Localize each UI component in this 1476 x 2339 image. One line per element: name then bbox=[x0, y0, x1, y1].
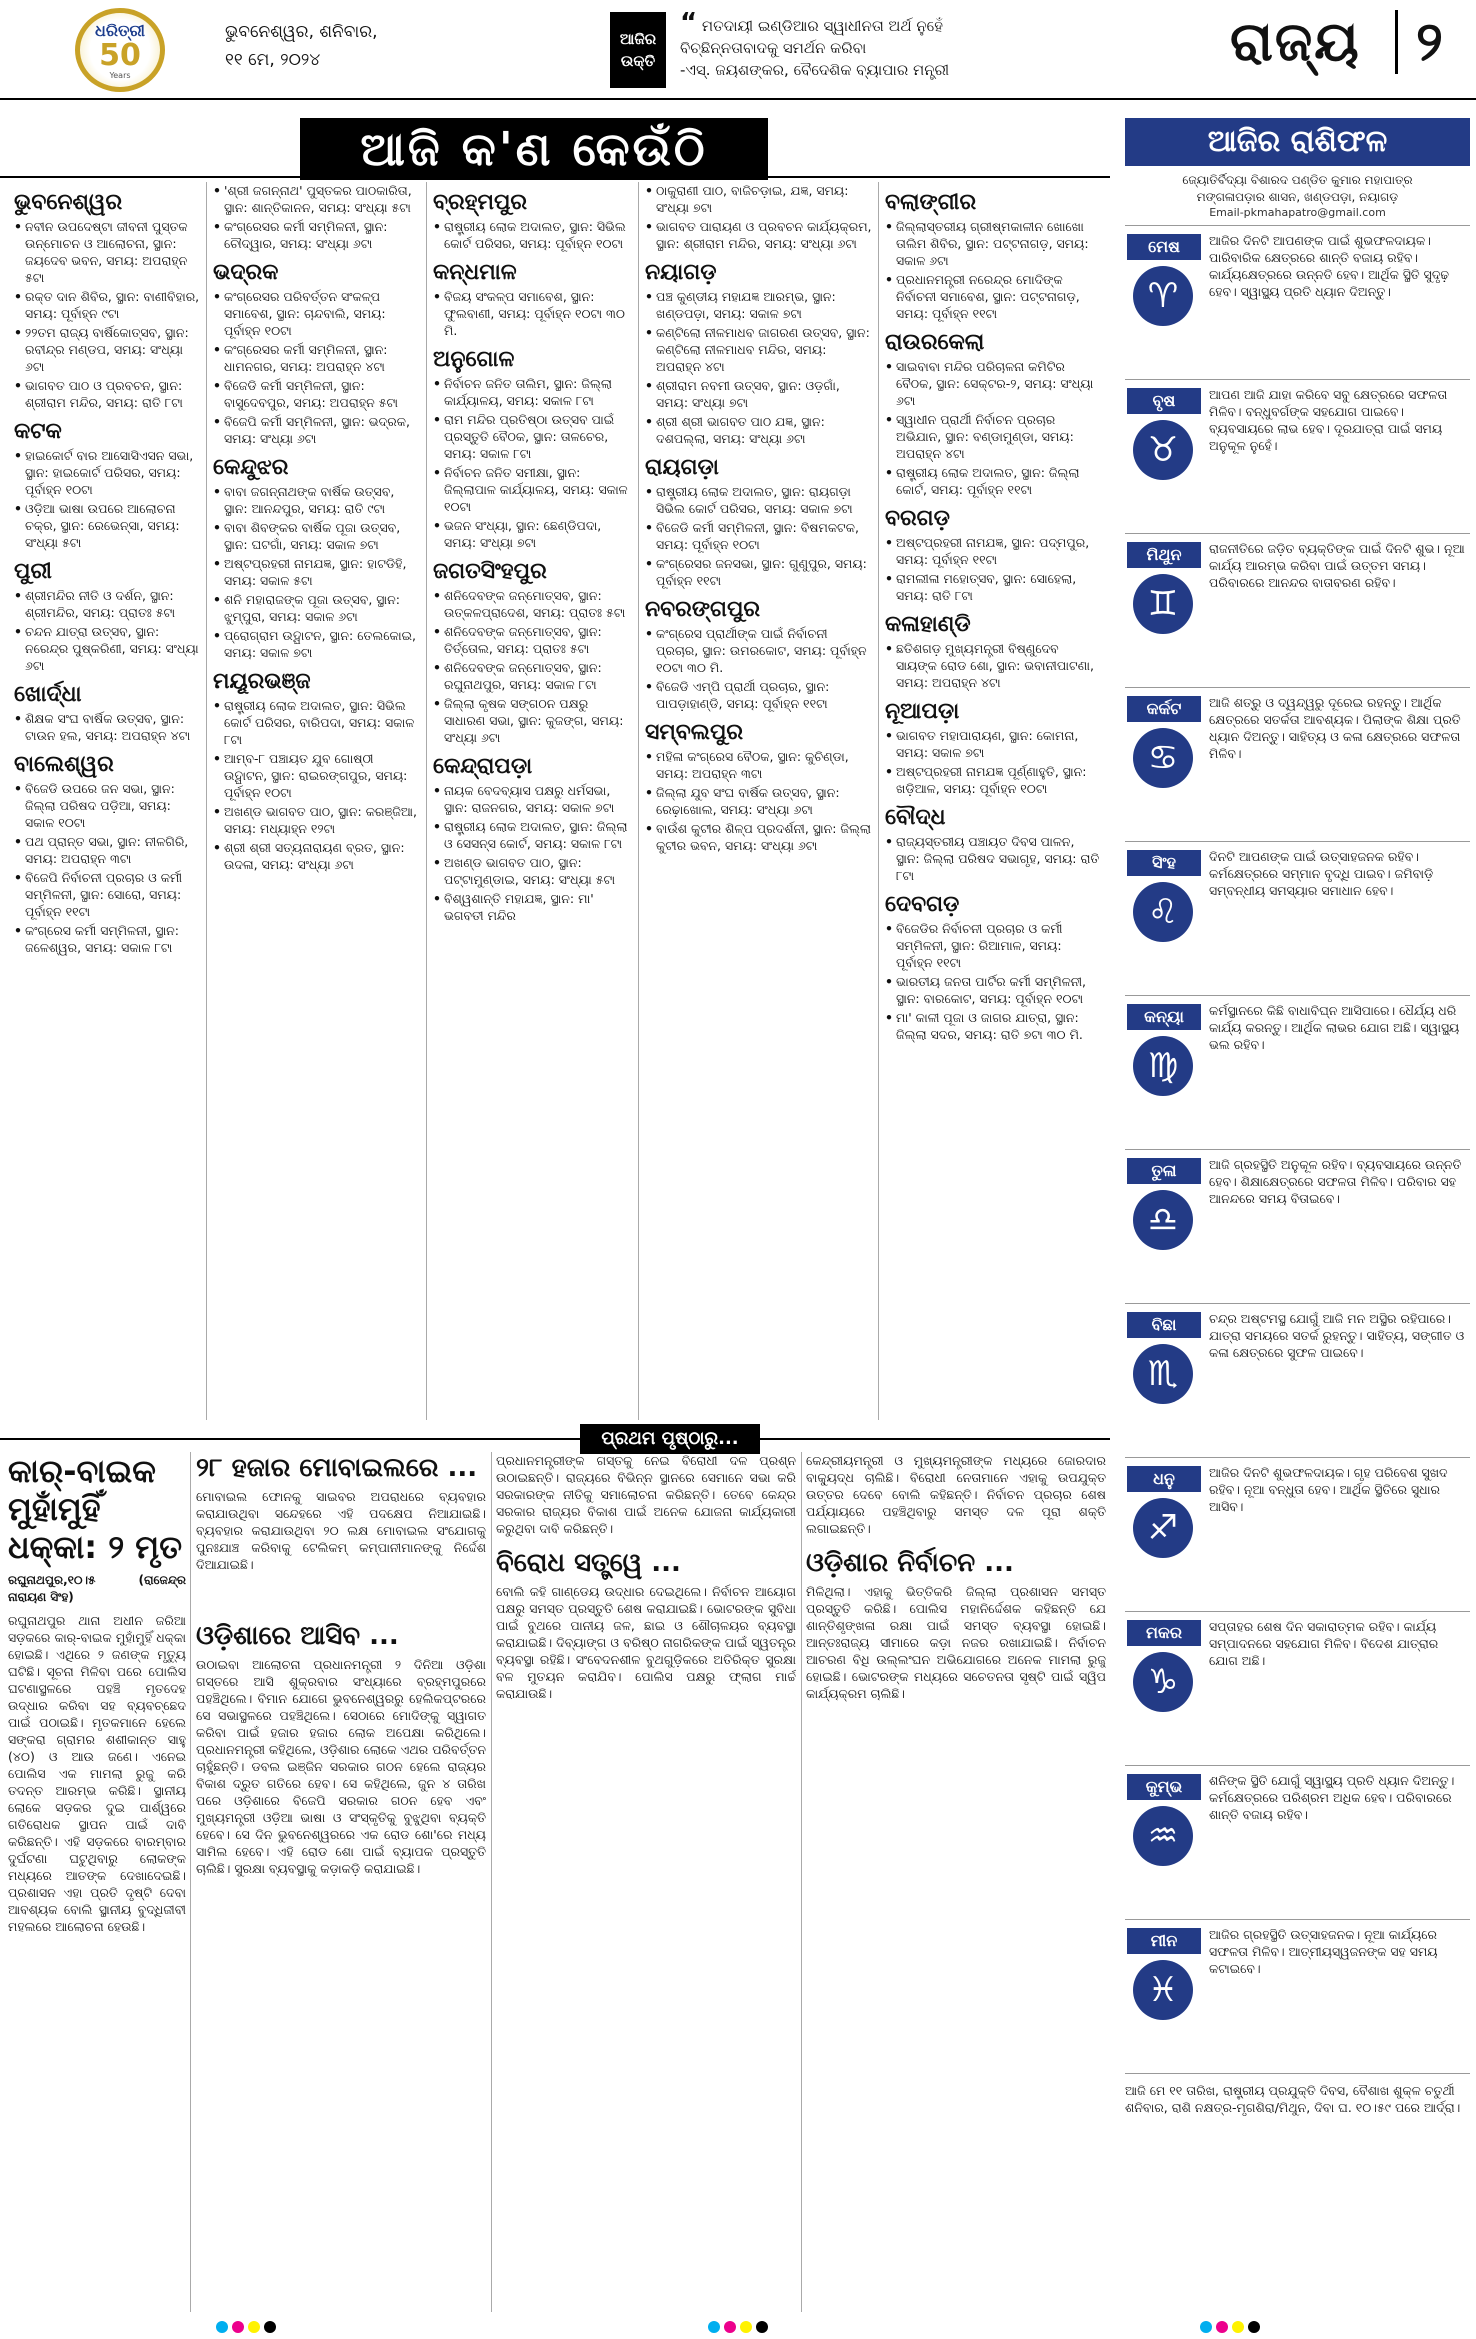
event-item: • ନାୟକ ବେଦବ୍ୟାସ ପକ୍ଷରୁ ଧର୍ମସଭା, ସ୍ଥାନ: ରାଜନଗର, ସମୟ: ସକାଳ ୭ଟା bbox=[433, 782, 632, 816]
zodiac-icon: ♑ bbox=[1133, 1652, 1193, 1712]
event-item: • ଅଷ୍ଟପ୍ରହରୀ ନାମଯଜ୍ଞ ପୂର୍ଣ୍ଣାହୁତି, ସ୍ଥାନ: ଖଡ଼ିଆଳ, ସମୟ: ପୂର୍ବାହ୍ନ ୧୦ଟା bbox=[885, 763, 1100, 797]
registration-mark-icon bbox=[216, 2321, 276, 2333]
event-item: • କଂଗ୍ରେସର କର୍ମୀ ସମ୍ମିଳନୀ, ସ୍ଥାନ: ଚୌଦ୍ୱାର, ସମୟ: ସଂଧ୍ୟା ୬ଟା bbox=[213, 218, 420, 252]
city-heading: କେନ୍ଦୁଝର bbox=[213, 455, 289, 480]
city-heading: ଭଦ୍ରକ bbox=[213, 260, 279, 285]
event-item: • ଶ୍ରୀରାମ ନବମୀ ଉତ୍ସବ, ସ୍ଥାନ: ଓଡ଼ଗାଁ, ସମୟ: ସଂଧ୍ୟା ୭ଟା bbox=[645, 377, 872, 411]
event-item: • ବାବା ଜଗନ୍ନାଥଙ୍କ ବାର୍ଷିକ ଉତ୍ସବ, ସ୍ଥାନ: ଆନନ୍ଦପୁର, ସମୟ: ରାତି ୯ଟା bbox=[213, 483, 420, 517]
event-item: • ବାଉଁଶ କୁଟୀର ଶିଳ୍ପ ପ୍ରଦର୍ଶନୀ, ସ୍ଥାନ: ଜିଲ୍ଲା କୁଟୀର ଭବନ, ସମୟ: ସଂଧ୍ୟା ୬ଟା bbox=[645, 820, 872, 854]
sign-prediction: ଆଜିର ଦିନଟି ଶୁଭଫଳଦାୟକ। ଗୃହ ପରିବେଶ ସୁଖଦ ରହିବ। ନୂଆ ବନ୍ଧୁତା ହେବ। ଆର୍ଥିକ ସ୍ଥିତିରେ ସୁଧାର ଆସିବ। bbox=[1209, 1465, 1448, 1514]
story-mobile bbox=[196, 1452, 486, 1622]
sign-prediction: ଆଜିର ଦିନଟି ଆପଣଙ୍କ ପାଇଁ ଶୁଭଫଳଦାୟକ। ପାରିବାରିକ କ୍ଷେତ୍ରରେ ଶାନ୍ତି ବଜାୟ ରହିବ। କାର୍ଯ୍ୟକ୍ଷେତ୍ରରେ ଉନ୍ନତି ହେବ। ଆର୍ଥିକ ସ୍ଥିତି ସୁଦୃଢ଼ ହେବ। ସ୍ୱାସ୍ଥ୍ୟ ପ୍ରତି ଧ୍ୟାନ ଦିଅନ୍ତୁ। bbox=[1209, 233, 1450, 299]
zodiac-icon: ♏ bbox=[1133, 1344, 1193, 1404]
story-opposition bbox=[496, 1452, 796, 2312]
event-item: • କଂଗ୍ରେସର କର୍ମୀ ସମ୍ମିଳନୀ, ସ୍ଥାନ: ଧାମନଗର, ସମୟ: ଅପରାହ୍ନ ୪ଟା bbox=[213, 341, 420, 375]
horoscope-panel bbox=[1125, 118, 1470, 2339]
horoscope-sign bbox=[1125, 1765, 1470, 1919]
event-item: • ବିଜେଡି ଏମ୍‌ପି ପ୍ରାର୍ଥୀ ପ୍ରଚାର, ସ୍ଥାନ: ପାପଡ଼ାହାଣ୍ଡି, ସମୟ: ପୂର୍ବାହ୍ନ ୧୧ଟା bbox=[645, 678, 872, 712]
event-item: • ଶ୍ରୀମନ୍ଦିର ନୀତି ଓ ଦର୍ଶନ, ସ୍ଥାନ: ଶ୍ରୀମନ୍ଦିର, ସମୟ: ପ୍ରାତଃ ୫ଟା bbox=[14, 587, 200, 621]
event-item: • ଭଜନ ସଂଧ୍ୟା, ସ୍ଥାନ: ଛେଣ୍ଡିପଦା, ସମୟ: ସଂଧ୍ୟା ୭ଟା bbox=[433, 517, 632, 551]
city-heading: ପୁରୀ bbox=[14, 559, 52, 584]
event-item: • ବିଜେଡି କର୍ମୀ ସମ୍ମିଳନୀ, ସ୍ଥାନ: ବାସୁଦେବପୁର, ସମୟ: ଅପରାହ୍ନ ୫ଟା bbox=[213, 377, 420, 411]
event-item: • ବିଜେଡିର ନିର୍ବାଚନୀ ପ୍ରଚାର ଓ କର୍ମୀ ସମ୍ମିଳନୀ, ସ୍ଥାନ: ରିଆମାଳ, ସମୟ: ପୂର୍ବାହ୍ନ ୧୧ଟା bbox=[885, 920, 1100, 971]
event-item: • ରାମ ମନ୍ଦିର ପ୍ରତିଷ୍ଠା ଉତ୍ସବ ପାଇଁ ପ୍ରସ୍ତୁତି ବୈଠକ, ସ୍ଥାନ: ତାଳଚେର, ସମୟ: ସକାଳ ୮ଟା bbox=[433, 411, 632, 462]
sign-name: ବୃଷ bbox=[1127, 388, 1201, 414]
event-item: • କଂଗ୍ରେସ ପ୍ରାର୍ଥୀଙ୍କ ପାଇଁ ନିର୍ବାଚନୀ ପ୍ରଚାର, ସ୍ଥାନ: ଉମରକୋଟ, ସମୟ: ପୂର୍ବାହ୍ନ ୧୦ଟା ୩୦ ମି. bbox=[645, 625, 872, 676]
event-item: • ବିଜେପି କର୍ମୀ ସମ୍ମିଳନୀ, ସ୍ଥାନ: ଭଦ୍ରକ, ସମୟ: ସଂଧ୍ୟା ୬ଟା bbox=[213, 413, 420, 447]
event-item: • ମହିଳା କଂଗ୍ରେସ ବୈଠକ, ସ୍ଥାନ: କୁଚିଣ୍ଡା, ସମୟ: ଅପରାହ୍ନ ୩ଟା bbox=[645, 748, 872, 782]
sign-name: କୁମ୍ଭ bbox=[1127, 1774, 1201, 1800]
zodiac-icon: ♉ bbox=[1133, 420, 1193, 480]
listing-column-3 bbox=[426, 182, 638, 1420]
event-item: • ହାଇକୋର୍ଟ ବାର ଆସୋସିଏସନ ସଭା, ସ୍ଥାନ: ହାଇକୋର୍ଟ ପରିସର, ସମୟ: ପୂର୍ବାହ୍ନ ୧୦ଟା bbox=[14, 447, 200, 498]
sign-prediction: ସପ୍ତାହର ଶେଷ ଦିନ ସକାରାତ୍ମକ ରହିବ। କାର୍ଯ୍ୟ ସମ୍ପାଦନରେ ସହଯୋଗ ମିଳିବ। ବିଦେଶ ଯାତ୍ରାର ଯୋଗ ଅଛି। bbox=[1209, 1619, 1439, 1668]
horoscope-sign bbox=[1125, 1303, 1470, 1457]
event-item: • ଭାଗବତ ପାଠ ଓ ପ୍ରବଚନ, ସ୍ଥାନ: ଶ୍ରୀରାମ ମନ୍ଦିର, ସମୟ: ରାତି ୮ଟା bbox=[14, 377, 200, 411]
quote-of-the-day bbox=[680, 8, 1200, 81]
event-item: • ରାଜ୍ୟସ୍ତରୀୟ ପଞ୍ଚାୟତ ଦିବସ ପାଳନ, ସ୍ଥାନ: ଜିଲ୍ଲା ପରିଷଦ ସଭାଗୃହ, ସମୟ: ରାତି ୮ଟା bbox=[885, 833, 1100, 884]
column-divider bbox=[801, 1452, 802, 2312]
event-item: • ବିଜେଡି ଉପରେ ଜନ ସଭା, ସ୍ଥାନ: ଜିଲ୍ଲା ପରିଷଦ ପଡ଼ିଆ, ସମୟ: ସକାଳ ୧୦ଟା bbox=[14, 780, 200, 831]
event-item: • କଂଗ୍ରେସର ପରିବର୍ତ୍ତନ ସଂକଳ୍ପ ସମାବେଶ, ସ୍ଥାନ: ଚାନ୍ଦବାଲି, ସମୟ: ପୂର୍ବାହ୍ନ ୧୦ଟା bbox=[213, 288, 420, 339]
sign-name: ମକର bbox=[1127, 1620, 1201, 1646]
logo-sub: Years bbox=[109, 70, 131, 80]
city-heading: ବାଲେଶ୍ୱର bbox=[14, 752, 114, 777]
city-heading: ନବରଙ୍ଗପୁର bbox=[645, 597, 761, 622]
sign-name: ସିଂହ bbox=[1127, 850, 1201, 876]
city-heading: ବରଗଡ଼ bbox=[885, 506, 950, 531]
event-item: • ଅଷ୍ଟପ୍ରହରୀ ନାମଯଜ୍ଞ, ସ୍ଥାନ: ପଦ୍ମପୁର, ସମୟ: ପୂର୍ବାହ୍ନ ୧୧ଟା bbox=[885, 534, 1100, 568]
column-divider bbox=[491, 1452, 492, 2312]
event-item: • ସାଇବାବା ମନ୍ଦିର ପରିଚାଳନା କମିଟିର ବୈଠକ, ସ୍ଥାନ: ସେକ୍ଟର-୨, ସମୟ: ସଂଧ୍ୟା ୬ଟା bbox=[885, 358, 1100, 409]
sign-prediction: ଶନିଙ୍କ ସ୍ଥିତି ଯୋଗୁଁ ସ୍ୱାସ୍ଥ୍ୟ ପ୍ରତି ଧ୍ୟାନ ଦିଅନ୍ତୁ। କର୍ମକ୍ଷେତ୍ରରେ ପରିଶ୍ରମ ଅଧିକ ହେବ। ପରିବାରରେ ଶାନ୍ତି ବଜାୟ ରହିବ। bbox=[1209, 1773, 1455, 1822]
story-body: ବୋଲି କହି ଗାଣ୍ଡେୟ ଉଦ୍ଧାର ଦେଇଥିଲେ। ନିର୍ବାଚନ ଆୟୋଗ ପକ୍ଷରୁ ସମସ୍ତ ପ୍ରସ୍ତୁତି ଶେଷ କରାଯାଇଛି। ଭୋଟରଙ୍କ ସୁବିଧା ପାଇଁ ବୁଥରେ ପାନୀୟ ଜଳ, ଛାଇ ଓ ଶୌଚାଳୟର ବ୍ୟବସ୍ଥା କରାଯାଇଛି। ଦିବ୍ୟାଙ୍ଗ ଓ ବରିଷ୍ଠ ନାଗରିକଙ୍କ ପାଇଁ ସ୍ୱତନ୍ତ୍ର ବ୍ୟବସ୍ଥା ରହିଛି। ସଂବେଦନଶୀଳ ବୁଥଗୁଡ଼ିକରେ ଅତିରିକ୍ତ ସୁରକ୍ଷା ବଳ ମୁତୟନ କରାଯିବ। ପୋଲିସ ପକ୍ଷରୁ ଫ୍ଲାଗ ମାର୍ଚ୍ଚ କରାଯାଉଛି। bbox=[496, 1584, 796, 1701]
zodiac-icon: ♍ bbox=[1133, 1036, 1193, 1096]
event-item: • ବିଶ୍ୱଶାନ୍ତି ମହାଯଜ୍ଞ, ସ୍ଥାନ: ମା' ଭଗବତୀ ମନ୍ଦିର bbox=[433, 890, 632, 924]
listing-column-5 bbox=[878, 182, 1106, 1420]
city-heading: ରାୟଗଡ଼ା bbox=[645, 455, 719, 480]
event-item: • ୨୨ତମ ରାଜ୍ୟ ବାର୍ଷିକୋତ୍ସବ, ସ୍ଥାନ: ରବୀନ୍ଦ୍ର ମଣ୍ଡପ, ସମୟ: ସଂଧ୍ୟା ୬ଟା bbox=[14, 324, 200, 375]
listing-column-4 bbox=[638, 182, 878, 1420]
story-accident bbox=[8, 1452, 186, 2312]
event-item: • ଛତିଶଗଡ଼ ମୁଖ୍ୟମନ୍ତ୍ରୀ ବିଷ୍ଣୁଦେବ ସାୟଙ୍କ ରୋଡ ଶୋ, ସ୍ଥାନ: ଭବାନୀପାଟଣା, ସମୟ: ଅପରାହ୍ନ ୪ଟା bbox=[885, 640, 1100, 691]
event-item: • ପଥ ପ୍ରାନ୍ତ ସଭା, ସ୍ଥାନ: ନୀଳଗିରି, ସମୟ: ଅପରାହ୍ନ ୩ଟା bbox=[14, 833, 200, 867]
banner-rule bbox=[0, 176, 1110, 178]
horoscope-sign bbox=[1125, 225, 1470, 379]
city-heading: ଦେବଗଡ଼ bbox=[885, 892, 960, 917]
event-item: • ପଞ୍ଚ କୁଣ୍ଡୀୟ ମହାଯଜ୍ଞ ଆରମ୍ଭ, ସ୍ଥାନ: ଖଣ୍ଡପଡ଼ା, ସମୟ: ସକାଳ ୭ଟା bbox=[645, 288, 872, 322]
print-registration-marks bbox=[0, 2315, 1476, 2339]
sign-name: ମୀନ bbox=[1127, 1928, 1201, 1954]
story-byline: ରଘୁନାଥପୁର,୧୦।୫ (ରାଜେନ୍ଦ୍ର ନାରାୟଣ ସିଂହ) bbox=[8, 1573, 186, 1604]
event-item: • ଆମ୍ବ-୮ ପଞ୍ଚାୟତ ଯୁବ ଗୋଷ୍ଠୀ ଉଦ୍ଘାଟନ, ସ୍ଥାନ: ରାଇରଙ୍ଗପୁର, ସମୟ: ପୂର୍ବାହ୍ନ ୧୦ଟା bbox=[213, 750, 420, 801]
horoscope-sign bbox=[1125, 1611, 1470, 1765]
city-heading: କଟକ bbox=[14, 419, 62, 444]
sign-name: ତୁଳା bbox=[1127, 1158, 1201, 1184]
logo-emblem bbox=[75, 8, 165, 92]
story-body: ରଘୁନାଥପୁର ଥାନା ଅଧୀନ ଜରିଆ ସଡ଼କରେ କାର୍-ବାଇକ ମୁହାଁମୁହିଁ ଧକ୍କା ହୋଇଛି। ଏଥିରେ ୨ ଜଣଙ୍କ ମୃତ୍ୟୁ ଘଟିଛି। ସୂଚନା ମିଳିବା ପରେ ପୋଲିସ ଘଟଣାସ୍ଥଳରେ ପହଞ୍ଚି ମୃତଦେହ ଉଦ୍ଧାର କରିବା ସହ ବ୍ୟବଚ୍ଛେଦ ପାଇଁ ପଠାଇଛି। ମୃତକମାନେ ହେଲେ ସଙ୍କରା ଗ୍ରାମର ଶଶୀକାନ୍ତ ସାହୁ (୪୦) ଓ ଆଉ ଜଣେ। ଏନେଇ ପୋଲିସ ଏକ ମାମଲା ରୁଜୁ କରି ତଦନ୍ତ ଆରମ୍ଭ କରିଛି। ସ୍ଥାନୀୟ ଲୋକେ ସଡ଼କର ଦୁଇ ପାର୍ଶ୍ୱରେ ଗତିରୋଧକ ସ୍ଥାପନ ପାଇଁ ଦାବି କରିଛନ୍ତି। ଏହି ସଡ଼କରେ ବାରମ୍ବାର ଦୁର୍ଘଟଣା ଘଟୁଥିବାରୁ ଲୋକଙ୍କ ମଧ୍ୟରେ ଆତଙ୍କ ଦେଖାଦେଇଛି। ପ୍ରଶାସନ ଏହା ପ୍ରତି ଦୃଷ୍ଟି ଦେବା ଆବଶ୍ୟକ ବୋଲି ସ୍ଥାନୀୟ ବୁଦ୍ଧିଜୀବୀ ମହଲରେ ଆଲୋଚନା ହେଉଛି। bbox=[8, 1613, 186, 1934]
sign-name: ମେଷ bbox=[1127, 234, 1201, 260]
listing-column-2 bbox=[206, 182, 426, 1420]
quote-tag bbox=[610, 12, 666, 88]
quote-line-2: ବିଚ୍ଛିନ୍ନତାବାଦକୁ ସମର୍ଥନ କରିବା bbox=[680, 39, 867, 57]
event-item: • ଶ୍ରୀ ଶ୍ରୀ ସତ୍ୟନାରାୟଣ ବ୍ରତ, ସ୍ଥାନ: ଉଦଳା, ସମୟ: ସଂଧ୍ୟା ୬ଟା bbox=[213, 839, 420, 873]
zodiac-icon: ♐ bbox=[1133, 1498, 1193, 1558]
event-item: • ଭାଗବତ ମହାପାରାୟଣ, ସ୍ଥାନ: କୋମନା, ସମୟ: ସକାଳ ୭ଟା bbox=[885, 727, 1100, 761]
horoscope-sign bbox=[1125, 1919, 1470, 2073]
city-heading: ମୟୂରଭଞ୍ଜ bbox=[213, 669, 311, 694]
city-heading: ଭୁବନେଶ୍ୱର bbox=[14, 190, 123, 215]
city-heading: ରାଉରକେଲା bbox=[885, 330, 985, 355]
event-item: • ଜିଲ୍ଲାସ୍ତରୀୟ ଗ୍ରୀଷ୍ମକାଳୀନ ଖୋଖୋ ତାଲିମ ଶିବିର, ସ୍ଥାନ: ପଟ୍ଟନାଗଡ଼, ସମୟ: ସକାଳ ୬ଟା bbox=[885, 218, 1100, 269]
story-headline: କାର୍-ବାଇକ ମୁହାଁମୁହିଁ ଧକ୍କା: ୨ ମୃତ bbox=[8, 1452, 183, 1566]
horoscope-sign bbox=[1125, 995, 1470, 1149]
sign-name: କର୍କଟ bbox=[1127, 696, 1201, 722]
city-heading: ସମ୍ବଲପୁର bbox=[645, 720, 744, 745]
city-heading: ଖୋର୍ଦ୍ଧା bbox=[14, 682, 82, 707]
continued-rule bbox=[0, 1438, 1110, 1440]
panchang-note: ଆଜି ମେ ୧୧ ତାରିଖ, ରାଷ୍ଟ୍ରୀୟ ପ୍ରଯୁକ୍ତି ଦିବସ, ବୈଶାଖ ଶୁକ୍ଳ ଚତୁର୍ଥୀ ଶନିବାର, ରାଶି ନକ୍ଷତ୍ର-ମୃଗଶିରା/ମିଥୁନ, ଦିବା ଘ. ୧୦।୫୯ ପରେ ଆର୍ଦ୍ରା। bbox=[1125, 2073, 1470, 2116]
sign-name: ଧନୁ bbox=[1127, 1466, 1201, 1492]
story-headline: ଓଡ଼ିଶାର ନିର୍ବାଚନ ... bbox=[806, 1548, 1014, 1578]
event-item: • ଠାକୁରାଣୀ ପାଠ, ବାଜିଚଡ଼ାଇ, ଯଜ୍ଞ, ସମୟ: ସଂଧ୍ୟା ୭ଟା bbox=[645, 182, 872, 216]
sign-prediction: ଦିନଟି ଆପଣଙ୍କ ପାଇଁ ଉତ୍ସାହଜନକ ରହିବ। କର୍ମକ୍ଷେତ୍ରରେ ସମ୍ମାନ ବୃଦ୍ଧି ପାଇବ। ଜମିବାଡ଼ି ସମ୍ବନ୍ଧୀୟ ସମସ୍ୟାର ସମାଧାନ ହେବ। bbox=[1209, 849, 1434, 898]
event-item: • କଂଗ୍ରେସ କର୍ମୀ ସମ୍ମିଳନୀ, ସ୍ଥାନ: ଜଳେଶ୍ୱର, ସମୟ: ସକାଳ ୮ଟା bbox=[14, 922, 200, 956]
story-election bbox=[806, 1452, 1106, 2312]
event-item: • ଚନ୍ଦନ ଯାତ୍ରା ଉତ୍ସବ, ସ୍ଥାନ: ନରେନ୍ଦ୍ର ପୁଷ୍କରିଣୀ, ସମୟ: ସଂଧ୍ୟା ୬ଟା bbox=[14, 623, 200, 674]
horoscope-title: ଆଜିର ରାଶିଫଳ bbox=[1125, 118, 1470, 166]
newspaper-logo bbox=[40, 8, 200, 92]
event-item: • ଶନିଦେବଙ୍କ ଜନ୍ମୋତ୍ସବ, ସ୍ଥାନ: ଉତ୍କଳପ୍ରାଦେଶ, ସମୟ: ପ୍ରାତଃ ୫ଟା bbox=[433, 587, 632, 621]
section-name: ରାଜ୍ୟ bbox=[1230, 10, 1361, 73]
quote-mark-icon: “ bbox=[680, 8, 698, 38]
dateline bbox=[225, 18, 395, 74]
event-item: • ବିଜୟ ସଂକଳ୍ପ ସମାବେଶ, ସ୍ଥାନ: ଫୁଲବାଣୀ, ସମୟ: ପୂର୍ବାହ୍ନ ୧୦ଟା ୩୦ ମି. bbox=[433, 288, 632, 339]
city-heading: ନୟାଗଡ଼ bbox=[645, 260, 717, 285]
event-item: • ବାବା ଶିବଙ୍କର ବାର୍ଷିକ ପୂଜା ଉତ୍ସବ, ସ୍ଥାନ: ଘଟଗାଁ, ସମୟ: ସକାଳ ୭ଟା bbox=[213, 519, 420, 553]
city-heading: ଅନୁଗୋଳ bbox=[433, 347, 515, 372]
event-item: • ଶ୍ରୀ ଶ୍ରୀ ଭାଗବତ ପାଠ ଯଜ୍ଞ, ସ୍ଥାନ: ଦଶପଲ୍ଲା, ସମୟ: ସଂଧ୍ୟା ୬ଟା bbox=[645, 413, 872, 447]
event-item: • ଜିଲ୍ଲା ଯୁବ ସଂଘ ବାର୍ଷିକ ଉତ୍ସବ, ସ୍ଥାନ: ରେଢ଼ାଖୋଲ, ସମୟ: ସଂଧ୍ୟା ୬ଟା bbox=[645, 784, 872, 818]
event-item: • ଶନିଦେବଙ୍କ ଜନ୍ମୋତ୍ସବ, ସ୍ଥାନ: ରଘୁନାଥପୁର, ସମୟ: ସକାଳ ୮ଟା bbox=[433, 659, 632, 693]
sign-name: ମିଥୁନ bbox=[1127, 542, 1201, 568]
sign-name: ବିଛା bbox=[1127, 1312, 1201, 1338]
zodiac-icon: ♌ bbox=[1133, 882, 1193, 942]
column-divider bbox=[190, 1452, 191, 2312]
city-heading: କନ୍ଧମାଳ bbox=[433, 260, 517, 285]
event-item: • ଓଡ଼ିଆ ଭାଷା ଉପରେ ଆଲୋଚନା ଚକ୍ର, ସ୍ଥାନ: ରେଭେନ୍ସା, ସମୟ: ସଂଧ୍ୟା ୫ଟା bbox=[14, 500, 200, 551]
logo-name: ଧରିତ୍ରୀ bbox=[95, 20, 145, 40]
quote-line-1: ମତଦାୟୀ ଇଣ୍ଡିଆର ସ୍ୱାଧୀନତା ଅର୍ଥ ନୁହେଁ bbox=[701, 17, 943, 35]
event-item: • ମା' କାଳୀ ପୂଜା ଓ ଜାଗର ଯାତ୍ରା, ସ୍ଥାନ: ଜିଲ୍ଲା ସଦର, ସମୟ: ରାତି ୭ଟା ୩୦ ମି. bbox=[885, 1009, 1100, 1043]
event-item: • ଶନିଦେବଙ୍କ ଜନ୍ମୋତ୍ସବ, ସ୍ଥାନ: ତିର୍ତ୍ତୋଲ, ସମୟ: ପ୍ରାତଃ ୫ଟା bbox=[433, 623, 632, 657]
story-headline: ବିରୋଧ ସତ୍ତ୍ୱେ ... bbox=[496, 1548, 681, 1578]
event-item: • ରାଷ୍ଟ୍ରୀୟ ଲୋକ ଅଦାଲତ, ସ୍ଥାନ: ଜିଲ୍ଲା କୋର୍ଟ, ସମୟ: ପୂର୍ବାହ୍ନ ୧୧ଟା bbox=[885, 464, 1100, 498]
event-item: • ଜିଲ୍ଲା କୃଷକ ସଙ୍ଗଠନ ପକ୍ଷରୁ ସାଧାରଣ ସଭା, ସ୍ଥାନ: କୁଜଙ୍ଗ, ସମୟ: ସଂଧ୍ୟା ୬ଟା bbox=[433, 695, 632, 746]
horoscope-email: Email-pkmahapatro@gmail.com bbox=[1209, 206, 1386, 219]
sign-prediction: ରାଜନୀତିରେ ଜଡ଼ିତ ବ୍ୟକ୍ତିଙ୍କ ପାଇଁ ଦିନଟି ଶୁଭ। ନୂଆ କାର୍ଯ୍ୟ ଆରମ୍ଭ କରିବା ପାଇଁ ଉତ୍ତମ ସମୟ। ପରିବାରରେ ଆନନ୍ଦର ବାତାବରଣ ରହିବ। bbox=[1209, 541, 1465, 590]
event-item: • ରକ୍ତ ଦାନ ଶିବିର, ସ୍ଥାନ: ବାଣୀବିହାର, ସମୟ: ପୂର୍ବାହ୍ନ ୯ଟା bbox=[14, 288, 200, 322]
city-heading: ବ୍ରହ୍ମପୁର bbox=[433, 190, 528, 215]
event-item: • 'ଶ୍ରୀ ଜଗନ୍ନାଥ' ପୁସ୍ତକର ପାଠକାରିତା, ସ୍ଥାନ: ଶାନ୍ତିକାନନ, ସମୟ: ସଂଧ୍ୟା ୫ଟା bbox=[213, 182, 420, 216]
event-item: • ସ୍ୱାଧୀନ ପ୍ରାର୍ଥୀ ନିର୍ବାଚନ ପ୍ରଚାର ଅଭିଯାନ, ସ୍ଥାନ: ବଣ୍ଡାମୁଣ୍ଡା, ସମୟ: ଅପରାହ୍ନ ୪ଟା bbox=[885, 411, 1100, 462]
sign-prediction: ଚନ୍ଦ୍ର ଅଷ୍ଟମସ୍ଥ ଯୋଗୁଁ ଆଜି ମନ ଅସ୍ଥିର ରହିପାରେ। ଯାତ୍ରା ସମୟରେ ସତର୍କ ରୁହନ୍ତୁ। ସାହିତ୍ୟ, ସଙ୍ଗୀତ ଓ କଳା କ୍ଷେତ୍ରରେ ସୁଫଳ ପାଇବେ। bbox=[1209, 1311, 1465, 1360]
horoscope-sign bbox=[1125, 1149, 1470, 1303]
registration-mark-icon bbox=[1200, 2321, 1260, 2333]
horoscope-sign bbox=[1125, 379, 1470, 533]
story-body: ମିଳିଥିଲା। ଏହାକୁ ଭିତ୍ତିକରି ଜିଲ୍ଲା ପ୍ରଶାସନ ସମସ୍ତ ପ୍ରସ୍ତୁତି କରିଛି। ପୋଲିସ ମହାନିର୍ଦ୍ଦେଶକ କହିଛନ୍ତି ଯେ ଶାନ୍ତିଶୃଙ୍ଖଳା ରକ୍ଷା ପାଇଁ ସମସ୍ତ ବ୍ୟବସ୍ଥା ହୋଇଛି। ଆନ୍ତଃରାଜ୍ୟ ସୀମାରେ କଡ଼ା ନଜର ରଖାଯାଇଛି। ନିର୍ବାଚନ ଆଚରଣ ବିଧି ଉଲ୍ଲଂଘନ ଅଭିଯୋଗରେ ଅନେକ ମାମଲା ରୁଜୁ ହୋଇଛି। ଭୋଟରଙ୍କ ମଧ୍ୟରେ ସଚେତନତା ସୃଷ୍ଟି ପାଇଁ ସ୍ୱିପ କାର୍ଯ୍ୟକ୍ରମ ଚାଲିଛି। bbox=[806, 1584, 1106, 1701]
event-item: • ନବୀନ ଉପଦେଷ୍ଟା ଜୀବନୀ ପୁସ୍ତକ ଉନ୍ମୋଚନ ଓ ଆଲୋଚନା, ସ୍ଥାନ: ଜୟଦେବ ଭବନ, ସମୟ: ଅପରାହ୍ନ ୫ଟା bbox=[14, 218, 200, 286]
zodiac-icon: ♒ bbox=[1133, 1806, 1193, 1866]
zodiac-icon: ♎ bbox=[1133, 1190, 1193, 1250]
event-item: • ନିର୍ବାଚନ ଜନିତ ସମୀକ୍ଷା, ସ୍ଥାନ: ଜିଲ୍ଲାପାଳ କାର୍ଯ୍ୟାଳୟ, ସମୟ: ସକାଳ ୧୦ଟା bbox=[433, 464, 632, 515]
event-item: • ଶନି ମହାରାଜଙ୍କ ପୂଜା ଉତ୍ସବ, ସ୍ଥାନ: ଝୁମ୍ପୁରା, ସମୟ: ସକାଳ ୬ଟା bbox=[213, 591, 420, 625]
registration-mark-icon bbox=[708, 2321, 768, 2333]
city-heading: ଜଗତସିଂହପୁର bbox=[433, 559, 547, 584]
quote-tag-line-1: ଆଜିର bbox=[619, 30, 657, 48]
event-item: • ରାଷ୍ଟ୍ରୀୟ ଲୋକ ଅଦାଲତ, ସ୍ଥାନ: ସିଭିଲ କୋର୍ଟ ପରିସର, ବାରିପଦା, ସମୟ: ସକାଳ ୮ଟା bbox=[213, 697, 420, 748]
event-item: • ରାଷ୍ଟ୍ରୀୟ ଲୋକ ଅଦାଲତ, ସ୍ଥାନ: ରାୟଗଡ଼ା ସିଭିଲ କୋର୍ଟ ପରିସର, ସମୟ: ସକାଳ ୭ଟା bbox=[645, 483, 872, 517]
story-headline: ୨୮ ହଜାର ମୋବାଇଲରେ ... bbox=[196, 1453, 478, 1483]
event-item: • ପ୍ରଧାନମନ୍ତ୍ରୀ ନରେନ୍ଦ୍ର ମୋଦିଙ୍କ ନିର୍ବାଚନୀ ସମାବେଶ, ସ୍ଥାନ: ପଟ୍ଟନାଗଡ଼, ସମୟ: ପୂର୍ବାହ୍ନ ୧୧ଟା bbox=[885, 271, 1100, 322]
logo-number: 50 bbox=[99, 37, 141, 73]
event-item: • ଅଖଣ୍ଡ ଭାଗବତ ପାଠ, ସ୍ଥାନ: କରଞ୍ଜିଆ, ସମୟ: ମଧ୍ୟାହ୍ନ ୧୨ଟା bbox=[213, 803, 420, 837]
sign-prediction: ଆପଣ ଆଜି ଯାହା କରିବେ ସବୁ କ୍ଷେତ୍ରରେ ସଫଳତା ମିଳିବ। ବନ୍ଧୁବର୍ଗଙ୍କ ସହଯୋଗ ପାଇବେ। ବ୍ୟବସାୟରେ ଲାଭ ହେବ। ଦୂରଯାତ୍ରା ପାଇଁ ସମୟ ଅନୁକୂଳ ନୁହେଁ। bbox=[1209, 387, 1448, 453]
listing-column-1 bbox=[8, 182, 206, 1420]
zodiac-icon: ♓ bbox=[1133, 1960, 1193, 2020]
event-item: • କଣ୍ଟିଲୋ ନୀଳମାଧବ ଜାଗରଣ ଉତ୍ସବ, ସ୍ଥାନ: କଣ୍ଟିଲୋ ନୀଳମାଧବ ମନ୍ଦିର, ସମୟ: ଅପରାହ୍ନ ୪ଟା bbox=[645, 324, 872, 375]
zodiac-icon: ♊ bbox=[1133, 574, 1193, 634]
story-odisha-visit bbox=[196, 1620, 486, 2310]
sign-prediction: କର୍ମସ୍ଥାନରେ କିଛି ବାଧାବିଘ୍ନ ଆସିପାରେ। ଧୈର୍ଯ୍ୟ ଧରି କାର୍ଯ୍ୟ କରନ୍ତୁ। ଆର୍ଥିକ ଲାଭର ଯୋଗ ଅଛି। ସ୍ୱାସ୍ଥ୍ୟ ଭଲ ରହିବ। bbox=[1209, 1003, 1460, 1052]
horoscope-credit-line-2: ମଙ୍ଗଳାପଡ଼ାର ଶାସନ, ଖଣ୍ଡପଡ଼ା, ନୟାଗଡ଼ bbox=[1196, 190, 1399, 204]
sign-prediction: ଆଜି ଶତ୍ରୁ ଓ ଦ୍ୱନ୍ଦ୍ୱରୁ ଦୂରେଇ ରହନ୍ତୁ। ଆର୍ଥିକ କ୍ଷେତ୍ରରେ ସତର୍କତା ଆବଶ୍ୟକ। ପିଲାଙ୍କ ଶିକ୍ଷା ପ୍ରତି ଧ୍ୟାନ ଦିଅନ୍ତୁ। ସାହିତ୍ୟ ଓ କଳା କ୍ଷେତ୍ରରେ ସଫଳତା ମିଳିବ। bbox=[1209, 695, 1461, 761]
city-heading: ବୌଦ୍ଧ bbox=[885, 805, 946, 830]
city-heading: ବଲାଙ୍ଗୀର bbox=[885, 190, 977, 215]
continued-from-front-page-tag: ପ୍ରଥମ ପୃଷ୍ଠାରୁ... bbox=[580, 1424, 760, 1454]
city-heading: କଳାହାଣ୍ଡି bbox=[885, 612, 971, 637]
event-item: • ବିଜେପି ନିର୍ବାଚନୀ ପ୍ରଚାର ଓ କର୍ମୀ ସମ୍ମିଳନୀ, ସ୍ଥାନ: ସୋରୋ, ସମୟ: ପୂର୍ବାହ୍ନ ୧୧ଟା bbox=[14, 869, 200, 920]
sign-prediction: ଆଜି ଗ୍ରହସ୍ଥିତି ଅନୁକୂଳ ରହିବ। ବ୍ୟବସାୟରେ ଉନ୍ନତି ହେବ। ଶିକ୍ଷାକ୍ଷେତ୍ରରେ ସଫଳତା ମିଳିବ। ପରିବାର ସହ ଆନନ୍ଦରେ ସମୟ ବିତାଇବେ। bbox=[1209, 1157, 1462, 1206]
masthead bbox=[0, 0, 1476, 100]
events-listings bbox=[0, 182, 1110, 1420]
date: ୧୧ ମେ, ୨୦୨୪ bbox=[225, 50, 321, 70]
place-day: ଭୁବନେଶ୍ୱର, ଶନିବାର, bbox=[225, 22, 378, 42]
story-intro: କେନ୍ଦ୍ରୀୟମନ୍ତ୍ରୀ ଓ ମୁଖ୍ୟମନ୍ତ୍ରୀଙ୍କ ମଧ୍ୟରେ ଜୋରଦାର ବାକ୍ୟୁଦ୍ଧ ଚାଲିଛି। ବିରୋଧୀ ନେତାମାନେ ଏହାକୁ ଉପଯୁକ୍ତ ଉତ୍ତର ଦେବେ ବୋଲି କହିଛନ୍ତି। ନିର୍ବାଚନ ପ୍ରଚାର ଶେଷ ପର୍ଯ୍ୟାୟରେ ପହଞ୍ଚିଥିବାରୁ ସମସ୍ତ ଦଳ ପୂରା ଶକ୍ତି ଲଗାଇଛନ୍ତି। bbox=[806, 1453, 1106, 1536]
story-body: ଉଠାଇବା ଆଲୋଚନା ପ୍ରଧାନମନ୍ତ୍ରୀ ୨ ଦିନିଆ ଓଡ଼ିଶା ଗସ୍ତରେ ଆସି ଶୁକ୍ରବାର ସଂଧ୍ୟାରେ ବ୍ରହ୍ମପୁରରେ ପହଞ୍ଚିଥିଲେ। ବିମାନ ଯୋଗେ ଭୁବନେଶ୍ୱରରୁ ହେଲିକପ୍ଟରରେ ସେ ସଭାସ୍ଥଳରେ ପହଞ୍ଚିଥିଲେ। ସେଠାରେ ମୋଦିଙ୍କୁ ସ୍ୱାଗତ କରିବା ପାଇଁ ହଜାର ହଜାର ଲୋକ ଅପେକ୍ଷା କରିଥିଲେ। ପ୍ରଧାନମନ୍ତ୍ରୀ କହିଥିଲେ, ଓଡ଼ିଶାର ଲୋକେ ଏଥର ପରିବର୍ତ୍ତନ ଚାହୁଁଛନ୍ତି। ଡବଲ ଇଞ୍ଜିନ ସରକାର ଗଠନ ହେଲେ ରାଜ୍ୟର ବିକାଶ ଦ୍ରୁତ ଗତିରେ ହେବ। ସେ କହିଥିଲେ, ଜୁନ ୪ ତାରିଖ ପରେ ଓଡ଼ିଶାରେ ବିଜେପି ସରକାର ଗଠନ ହେବ ଏବଂ ମୁଖ୍ୟମନ୍ତ୍ରୀ ଓଡ଼ିଆ ଭାଷା ଓ ସଂସ୍କୃତିକୁ ବୁଝୁଥିବା ବ୍ୟକ୍ତି ହେବେ। ସେ ଦିନ ଭୁବନେଶ୍ୱରରେ ଏକ ରୋଡ ଶୋ'ରେ ମଧ୍ୟ ସାମିଲ ହେବେ। ଏହି ରୋଡ ଶୋ ପାଇଁ ବ୍ୟାପକ ପ୍ରସ୍ତୁତି ଚାଲିଛି। ସୁରକ୍ଷା ବ୍ୟବସ୍ଥାକୁ କଡ଼ାକଡ଼ି କରାଯାଇଛି। bbox=[196, 1657, 486, 1876]
event-item: • ରାମଲୀଳା ମହୋତ୍ସବ, ସ୍ଥାନ: ସୋହେଲା, ସମୟ: ରାତି ୮ଟା bbox=[885, 570, 1100, 604]
sign-name: କନ୍ୟା bbox=[1127, 1004, 1201, 1030]
event-item: • କଂଗ୍ରେସର ଜନସଭା, ସ୍ଥାନ: ଗୁଣୁପୁର, ସମୟ: ପୂର୍ବାହ୍ନ ୧୧ଟା bbox=[645, 555, 872, 589]
quote-author: -ଏସ୍. ଜୟଶଙ୍କର, ବୈଦେଶିକ ବ୍ୟାପାର ମନ୍ତ୍ରୀ bbox=[680, 61, 950, 79]
event-item: • ରାଷ୍ଟ୍ରୀୟ ଲୋକ ଅଦାଲତ, ସ୍ଥାନ: ସିଭିଲ କୋର୍ଟ ପରିସର, ସମୟ: ପୂର୍ବାହ୍ନ ୧୦ଟା bbox=[433, 218, 632, 252]
horoscope-credit-line-1: ଜ୍ୟୋତିର୍ବିଦ୍ୟା ବିଶାରଦ ପଣ୍ଡିତ କୁମାର ମହାପାତ୍ର bbox=[1182, 173, 1413, 187]
city-heading: କେନ୍ଦ୍ରାପଡ଼ା bbox=[433, 754, 533, 779]
zodiac-icon: ♈ bbox=[1133, 266, 1193, 326]
horoscope-sign bbox=[1125, 533, 1470, 687]
event-item: • ଅଷ୍ଟପ୍ରହରୀ ନାମଯଜ୍ଞ, ସ୍ଥାନ: ହାଟଡିହି, ସମୟ: ସକାଳ ୫ଟା bbox=[213, 555, 420, 589]
page-number: ୨ bbox=[1395, 10, 1443, 74]
quote-tag-line-2: ଉକ୍ତି bbox=[620, 52, 656, 70]
city-heading: ନୂଆପଡ଼ା bbox=[885, 699, 960, 724]
zodiac-icon: ♋ bbox=[1133, 728, 1193, 788]
horoscope-credit bbox=[1125, 172, 1470, 206]
horoscope-sign bbox=[1125, 1457, 1470, 1611]
event-item: • ବିଜେଡି କର୍ମୀ ସମ୍ମିଳନୀ, ସ୍ଥାନ: ବିଷମକଟକ, ସମୟ: ପୂର୍ବାହ୍ନ ୧୦ଟା bbox=[645, 519, 872, 553]
event-item: • ଭାରତୀୟ ଜନତା ପାର୍ଟିର କର୍ମୀ ସମ୍ମିଳନୀ, ସ୍ଥାନ: ବାରକୋଟ, ସମୟ: ପୂର୍ବାହ୍ନ ୧୦ଟା bbox=[885, 973, 1100, 1007]
story-intro: ପ୍ରଧାନମନ୍ତ୍ରୀଙ୍କ ଗସ୍ତକୁ ନେଇ ବିରୋଧୀ ଦଳ ପ୍ରଶ୍ନ ଉଠାଇଛନ୍ତି। ରାଜ୍ୟରେ ବିଭିନ୍ନ ସ୍ଥାନରେ ସେମାନେ ସଭା କରି ସରକାରଙ୍କ ନୀତିକୁ ସମାଲୋଚନା କରିଛନ୍ତି। ତେବେ କେନ୍ଦ୍ର ସରକାର ରାଜ୍ୟର ବିକାଶ ପାଇଁ ଅନେକ ଯୋଜନା କାର୍ଯ୍ୟକାରୀ କରୁଥିବା ଦାବି କରିଛନ୍ତି। bbox=[496, 1453, 796, 1536]
event-item: • ନିର୍ବାଚନ ଜନିତ ତାଲିମ, ସ୍ଥାନ: ଜିଲ୍ଲା କାର୍ଯ୍ୟାଳୟ, ସମୟ: ସକାଳ ୮ଟା bbox=[433, 375, 632, 409]
sign-prediction: ଆଜିର ଗ୍ରହସ୍ଥିତି ଉତ୍ସାହଜନକ। ନୂଆ କାର୍ଯ୍ୟରେ ସଫଳତା ମିଳିବ। ଆତ୍ମୀୟସ୍ୱଜନଙ୍କ ସହ ସମୟ କଟାଇବେ। bbox=[1209, 1927, 1438, 1976]
event-item: • ପ୍ରୋଗ୍ରାମ ଉଦ୍ଘାଟନ, ସ୍ଥାନ: ତେଲକୋଇ, ସମୟ: ସକାଳ ୭ଟା bbox=[213, 627, 420, 661]
event-item: • ଭାଗବତ ପାରାୟଣ ଓ ପ୍ରବଚନ କାର୍ଯ୍ୟକ୍ରମ, ସ୍ଥାନ: ଶ୍ରୀରାମ ମନ୍ଦିର, ସମୟ: ସଂଧ୍ୟା ୬ଟା bbox=[645, 218, 872, 252]
event-item: • ଅଖଣ୍ଡ ଭାଗବତ ପାଠ, ସ୍ଥାନ: ପଟ୍ଟାମୁଣ୍ଡାଇ, ସମୟ: ସଂଧ୍ୟା ୫ଟା bbox=[433, 854, 632, 888]
story-headline: ଓଡ଼ିଶାରେ ଆସିବ ... bbox=[196, 1621, 399, 1651]
horoscope-sign bbox=[1125, 841, 1470, 995]
horoscope-sign bbox=[1125, 687, 1470, 841]
horoscope-signs bbox=[1125, 225, 1470, 2073]
story-body: ମୋବାଇଲ ଫୋନକୁ ସାଇବର ଅପରାଧରେ ବ୍ୟବହାର କରାଯାଉଥିବା ସନ୍ଦେହରେ ଏହି ପଦକ୍ଷେପ ନିଆଯାଇଛି। ବ୍ୟବହାର କରାଯାଉଥିବା ୨୦ ଲକ୍ଷ ମୋବାଇଲ ସଂଯୋଗକୁ ପୁନଃଯାଞ୍ଚ କରିବାକୁ ଟେଲିକମ୍ କମ୍ପାନୀମାନଙ୍କୁ ନିର୍ଦ୍ଦେଶ ଦିଆଯାଇଛି। bbox=[196, 1489, 486, 1572]
event-item: • ରାଷ୍ଟ୍ରୀୟ ଲୋକ ଅଦାଲତ, ସ୍ଥାନ: ଜିଲ୍ଲା ଓ ସେସନ୍ସ କୋର୍ଟ, ସମୟ: ସକାଳ ୮ଟା bbox=[433, 818, 632, 852]
listings-banner: ଆଜି କ'ଣ କେଉଁଠି bbox=[300, 118, 768, 180]
event-item: • ଶିକ୍ଷକ ସଂଘ ବାର୍ଷିକ ଉତ୍ସବ, ସ୍ଥାନ: ଟାଉନ ହଲ, ସମୟ: ଅପରାହ୍ନ ୪ଟା bbox=[14, 710, 200, 744]
